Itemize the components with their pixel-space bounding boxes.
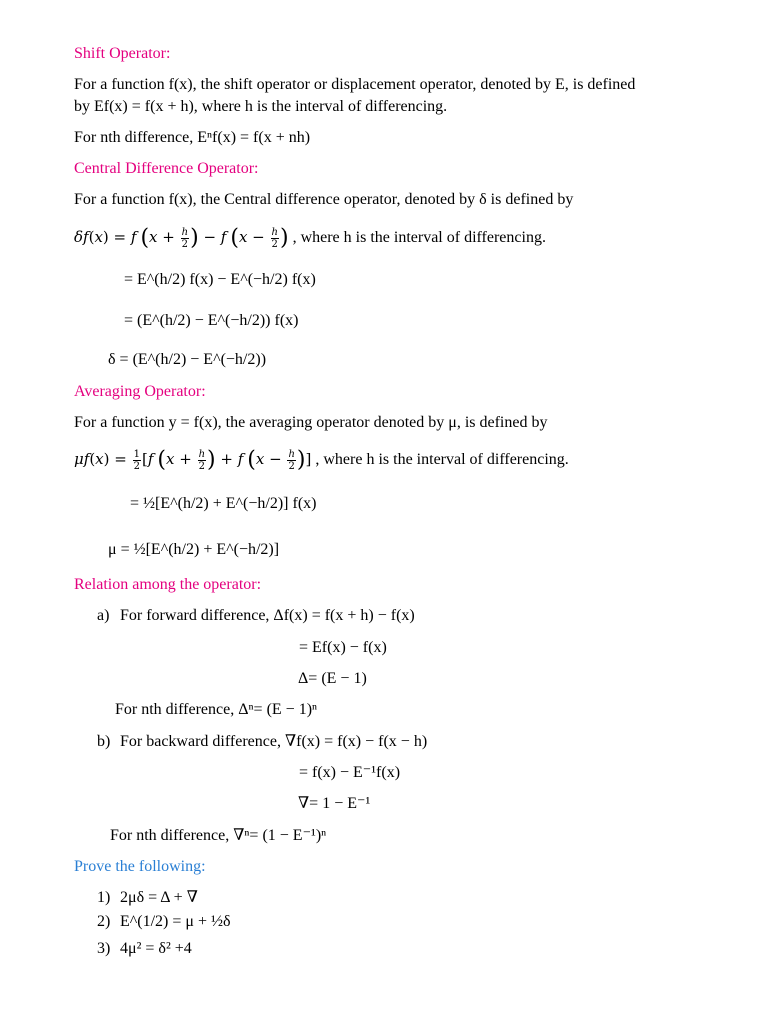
central-result: δ = (E^(h/2) − E^(−h/2)) — [108, 351, 267, 368]
relation-a-step-2: Δ= (E − 1) — [298, 670, 367, 687]
relation-a-text: For forward difference, Δf(x) = f(x + h) − f(x) — [120, 607, 415, 624]
central-definition-formula: δf — [74, 228, 89, 246]
relation-b-step-2: ∇= 1 − E⁻¹ — [298, 795, 371, 812]
relation-b-nth: For nth difference, ∇ⁿ= (1 − E⁻¹)ⁿ — [110, 827, 327, 844]
averaging-definition-tail: , where h is the interval of differencing. — [315, 451, 569, 468]
prove-item-3-number: 3) — [97, 940, 111, 957]
shift-line-3: For nth difference, Eⁿf(x) = f(x + nh) — [74, 129, 311, 146]
heading-averaging-operator: Averaging Operator: — [74, 383, 206, 400]
relation-a-nth: For nth difference, Δⁿ= (E − 1)ⁿ — [115, 701, 318, 718]
prove-item-1: 2μδ = Δ + ∇ — [120, 889, 198, 906]
central-step-1: = E^(h/2) f(x) − E^(−h/2) f(x) — [124, 271, 316, 288]
relation-a-label: a) — [97, 607, 110, 624]
relation-b-step-1: = f(x) − E⁻¹f(x) — [299, 764, 401, 781]
averaging-definition: μf(x) = $\frac{1}{2}$ [f (x + $\frac{h}{2}$ ) + f (x − $\frac{h}{2}$ )] , where h is the interval of differencing. — [74, 447, 569, 473]
relation-b-label: b) — [97, 733, 111, 750]
averaging-step-1: = ½[E^(h/2) + E^(−h/2)] f(x) — [130, 495, 317, 512]
averaging-result: μ = ½[E^(h/2) + E^(−h/2)] — [108, 541, 280, 558]
heading-prove: Prove the following: — [74, 858, 206, 875]
central-line-1: For a function f(x), the Central difference operator, denoted by δ is defined by — [74, 191, 574, 208]
central-step-2: = (E^(h/2) − E^(−h/2)) f(x) — [124, 312, 299, 329]
prove-item-2-number: 2) — [97, 913, 111, 930]
shift-line-2: by Ef(x) = f(x + h), where h is the interval of differencing. — [74, 98, 448, 115]
relation-a-step-1: = Ef(x) − f(x) — [299, 639, 387, 656]
central-definition: δf(x) = f (x + $\frac{h}{2}$ ) − f (x − $\frac{h}{2}$ ) , where h is the interval of differencing. — [74, 225, 546, 251]
prove-item-3: 4μ² = δ² +4 — [120, 940, 192, 957]
prove-item-2: E^(1/2) = μ + ½δ — [120, 913, 231, 930]
central-definition-tail: , where h is the interval of differencing. — [292, 229, 546, 246]
heading-relation: Relation among the operator: — [74, 576, 262, 593]
heading-shift-operator: Shift Operator: — [74, 45, 171, 62]
shift-line-1: For a function f(x), the shift operator or displacement operator, denoted by E, is defined — [74, 76, 636, 93]
averaging-line-1: For a function y = f(x), the averaging operator denoted by μ, is defined by — [74, 414, 548, 431]
prove-item-1-number: 1) — [97, 889, 111, 906]
relation-b-text: For backward difference, ∇f(x) = f(x) − f(x − h) — [120, 733, 428, 750]
heading-central-difference: Central Difference Operator: — [74, 160, 259, 177]
